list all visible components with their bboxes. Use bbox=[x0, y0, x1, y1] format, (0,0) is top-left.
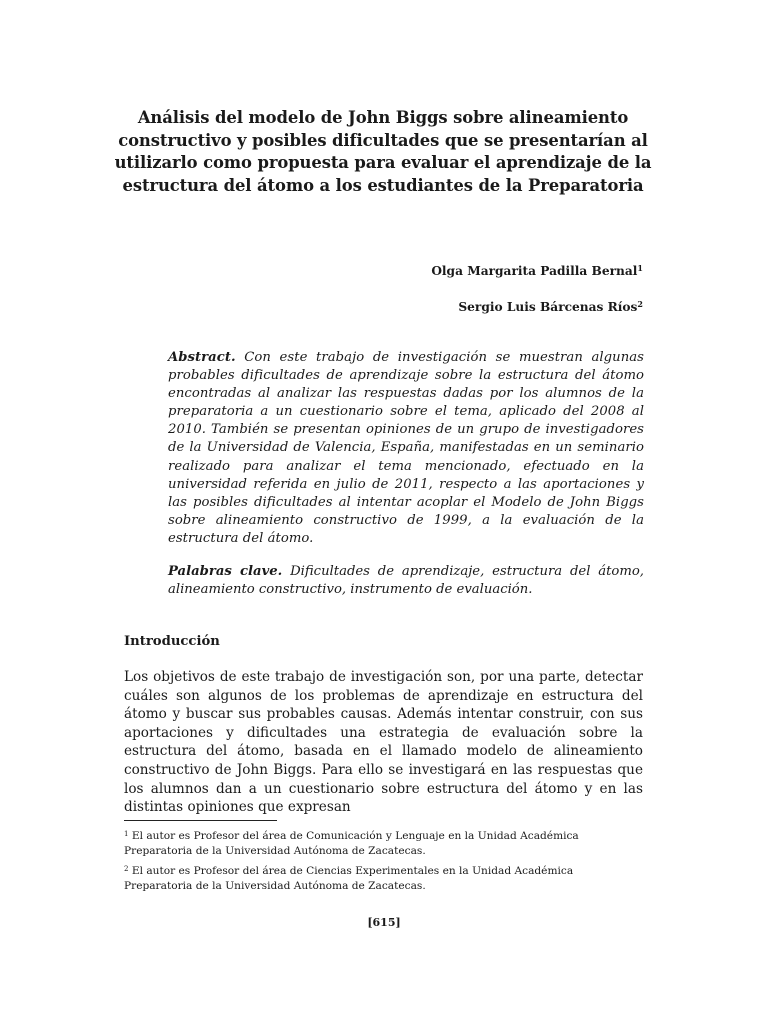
footnotes bbox=[124, 827, 644, 897]
author-2-name: Sergio Luis Bárcenas Ríos bbox=[458, 300, 638, 314]
author-1 bbox=[431, 263, 643, 278]
footnote-2-text: El autor es Profesor del área de Ciencias Experimentales en la Unidad Académica Preparatoria de la Universidad Autónoma de Zacatecas. bbox=[124, 865, 574, 892]
section-heading-introduction: Introducción bbox=[124, 634, 220, 649]
footnote-divider bbox=[124, 820, 277, 821]
page-number: [615] bbox=[367, 916, 401, 929]
footnote-2-mark: 2 bbox=[124, 865, 129, 874]
author-2 bbox=[458, 299, 643, 314]
abstract bbox=[168, 349, 644, 548]
abstract-text: Con este trabajo de investigación se muestran algunas probables dificultades de aprendizaje sobre la estructura del átomo encontradas al analizar las respuestas dadas por los alumnos de la preparatoria a un cuestionario sobre el tema, aplicado del 2008 al 2010. También se presentan opiniones de un grupo de investigadores de la Universidad de Valencia, España, manifestadas en un seminario realizado para analizar el tema mencionado, efectuado en la universidad referida en julio de 2011, respecto a las aportaciones y las posibles dificultades al intentar acoplar el Modelo de John Biggs sobre alineamiento constructivo de 1999, a la evaluación de la estructura del átomo. bbox=[168, 350, 644, 546]
author-2-footnote-mark: 2 bbox=[637, 299, 643, 309]
keywords-lead: Palabras clave. bbox=[168, 564, 283, 579]
paper-title: Análisis del modelo de John Biggs sobre alineamiento constructivo y posibles dificultades que se presentarían al utilizarlo como propuesta para evaluar el aprendizaje de la estructura del átomo a los estudiantes de la Preparatoria bbox=[114, 108, 652, 195]
footnote-1 bbox=[124, 827, 644, 858]
keywords-text: Dificultades de aprendizaje, estructura del átomo, alineamiento constructivo, instrumento de evaluación. bbox=[168, 564, 644, 598]
author-1-footnote-mark: 1 bbox=[637, 263, 643, 273]
abstract-lead: Abstract. bbox=[168, 350, 236, 365]
keywords bbox=[168, 563, 644, 599]
author-1-name: Olga Margarita Padilla Bernal bbox=[431, 264, 638, 278]
footnote-1-text: El autor es Profesor del área de Comunicación y Lenguaje en la Unidad Académica Preparatoria de la Universidad Autónoma de Zacatecas. bbox=[124, 830, 579, 857]
footnote-1-mark: 1 bbox=[124, 830, 129, 838]
footnote-2 bbox=[124, 862, 644, 893]
introduction-paragraph: Los objetivos de este trabajo de investigación son, por una parte, detectar cuáles son algunos de los problemas de aprendizaje en estructura del átomo y buscar sus probables causas. Además intentar construir, con sus aportaciones y dificultades una estrategia de evaluación sobre la estructura del átomo, basada en el llamado modelo de alineamiento constructivo de John Biggs. Para ello se investigará en las respuestas que los alumnos dan a un cuestionario sobre estructura del átomo y en las distintas opiniones que expresan bbox=[124, 669, 643, 816]
